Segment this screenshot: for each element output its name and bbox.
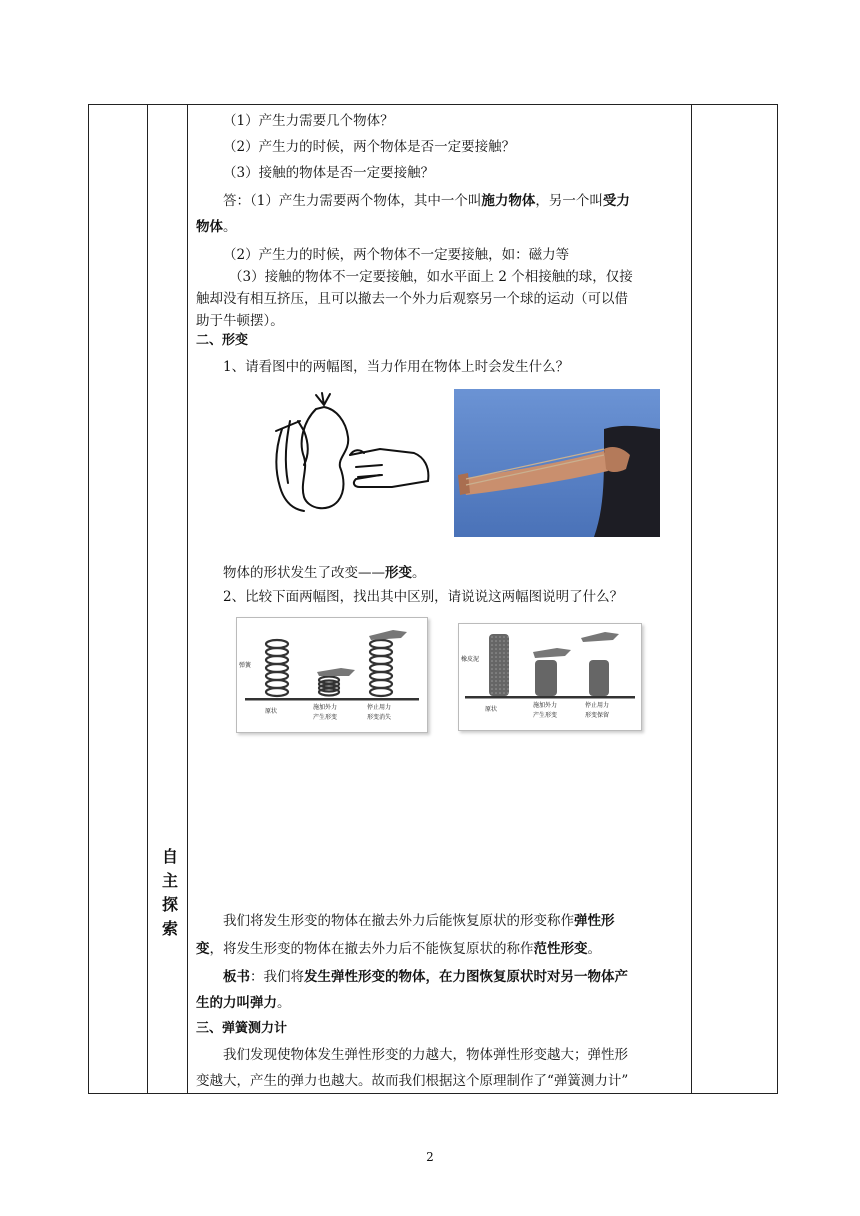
label-char: 主 <box>161 871 178 890</box>
heading-deformation: 二、形变 <box>196 333 249 348</box>
figure-caption: 形变保留 <box>585 712 610 719</box>
figure-caption: 施加外力 <box>313 704 338 711</box>
text: 物体的形状发生了改变—— <box>223 565 385 581</box>
bold-term: 变 <box>196 941 210 957</box>
figure-caption: 产生形变 <box>533 712 558 719</box>
figure-caption: 原状 <box>485 706 498 713</box>
bold-term: 生的力叫弹力 <box>196 995 277 1011</box>
answer-2: （2）产生力的时候，两个物体不一定要接触，如：磁力等 <box>223 247 570 263</box>
figure-label: 橡皮泥 <box>461 656 480 663</box>
heading-spring-scale: 三、弹簧测力计 <box>196 1021 288 1036</box>
text: 我们将发生形变的物体在撤去外力后能恢复原状的形变称作 <box>223 913 574 929</box>
board-line-1 <box>196 965 711 989</box>
answer-1-cont <box>196 215 684 239</box>
clay-figure <box>458 623 642 731</box>
question-deform-2: 2、比较下面两幅图，找出其中区别，请说说这两幅图说明了什么？ <box>223 589 624 605</box>
page-number: 2 <box>426 1150 434 1164</box>
spring-line-2: 变越大，产生的弹力也越大。故而我们根据这个原理制作了“弹簧测力计” <box>196 1073 629 1089</box>
slingshot-photo <box>454 389 660 537</box>
table-divider <box>187 105 188 1093</box>
board-line-2 <box>196 991 684 1015</box>
answer-3-line3: 助于牛顿摆）。 <box>196 313 284 329</box>
bold-term: 受力 <box>602 193 630 209</box>
label-char: 探 <box>161 895 178 914</box>
figure-caption: 原状 <box>265 708 278 715</box>
lesson-table <box>88 104 778 1094</box>
text: 。 <box>587 941 601 957</box>
elastic-line-2 <box>196 937 684 961</box>
question-3: （3）接触的物体是否一定要接触？ <box>223 165 435 181</box>
label-char: 自 <box>161 847 178 866</box>
text: 。 <box>412 565 426 581</box>
section-label <box>159 845 181 941</box>
question-deform-1: 1、请看图中的两幅图，当力作用在物体上时会发生什么？ <box>223 359 570 375</box>
table-divider <box>147 105 148 1093</box>
bold-term: 板书 <box>223 969 250 985</box>
label-char: 索 <box>161 919 178 938</box>
spring-line-1: 我们发现使物体发生弹性形变的力越大，物体弹性形变越大；弹性形 <box>223 1047 628 1063</box>
answer-1 <box>196 189 711 213</box>
question-2: （2）产生力的时候，两个物体是否一定要接触？ <box>223 139 516 155</box>
bold-term: 弹性形 <box>574 913 615 929</box>
figure-label: 弹簧 <box>239 662 252 669</box>
bold-term: 发生弹性形变的物体，在力图恢复原状时对另一物体产 <box>304 969 628 985</box>
text: 答：（1）产生力需要两个物体，其中一个叫 <box>223 193 482 209</box>
text: 。 <box>223 219 237 235</box>
spring-figure <box>236 617 428 733</box>
deformation-statement <box>196 561 711 585</box>
figure-caption: 停止用力 <box>585 702 610 709</box>
bold-term: 物体 <box>196 219 223 235</box>
figure-caption: 形变消失 <box>367 714 392 721</box>
bold-term: 施力物体 <box>481 193 536 209</box>
text: ，将发生形变的物体在撤去外力后不能恢复原状的称作 <box>209 941 534 957</box>
figure-caption: 停止用力 <box>367 704 392 711</box>
figure-caption: 施加外力 <box>533 702 558 709</box>
answer-3-line2: 触却没有相互挤压，且可以撤去一个外力后观察另一个球的运动（可以借 <box>196 291 628 307</box>
elastic-line-1 <box>196 909 711 933</box>
figure-caption: 产生形变 <box>313 714 338 721</box>
question-1: （1）产生力需要几个物体？ <box>223 113 394 129</box>
text: ：我们将 <box>250 969 304 985</box>
bold-term: 形变 <box>385 565 412 581</box>
text: ，另一个叫 <box>535 193 603 209</box>
text: 。 <box>277 995 291 1011</box>
balloon-figure <box>264 391 436 515</box>
answer-3-line1: （3）接触的物体不一定要接触，如水平面上 2 个相接触的球，仅接 <box>229 269 633 285</box>
bold-term: 范性形变 <box>533 941 588 957</box>
